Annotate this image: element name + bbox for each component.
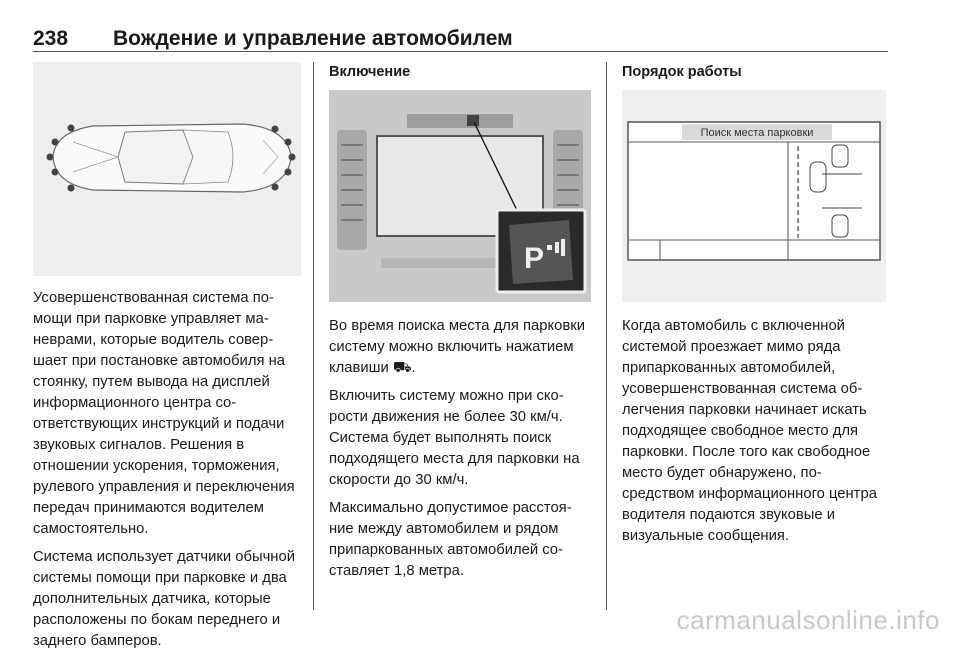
paragraph: Во время поиска места для парковки систему можно включить нажатием клавиши ⛟. — [329, 318, 585, 376]
paragraph: Включить систему можно при скорости движения не более 30 км/ч. Система будет выполнять поиск подходящего места для парковки на скорости до 30 км/ч. — [329, 388, 580, 488]
column-middle — [329, 62, 591, 589]
paragraph: Максимально допустимое расстояние между автомобилем и рядом припаркованных автомобилей составляет 1,8 метра. — [329, 500, 572, 579]
dashboard-button-figure — [329, 90, 591, 302]
car-sensors-figure — [33, 62, 301, 276]
paragraph: Усовершенствованная система помощи при парковке управляет маневрами, которые водитель совершает при постановке автомобиля на стоянку, путем вывода на дисплей информационного центра соответствующих инструкций и подачи звуковых сигналов. Решения в отношении ускорения, торможения, рулевого управления и переключения передач принимаются водителем самостоятельно. — [33, 290, 295, 537]
display-title: Поиск места парковки — [700, 127, 814, 139]
page-number: 238 — [33, 27, 69, 50]
parking-display-figure — [622, 90, 886, 302]
page-header — [33, 27, 888, 52]
column-divider — [313, 62, 314, 610]
section-heading: Порядок работы — [622, 64, 742, 80]
paragraph: Система использует датчики обычной системы помощи при парковке и два дополнительных датчика, которые расположены по бокам переднего и заднего бамперов. — [33, 549, 295, 649]
section-heading: Включение — [329, 64, 411, 80]
paragraph: Когда автомобиль с включенной системой проезжает мимо ряда припаркованных автомобилей, усовершенствованная система облегчения парковки начинает искать подходящее свободное место для парковки. После того как свободное место будет обнаружено, посредством информационного центра водителя подаются звуковые и визуальные сообщения. — [622, 318, 877, 544]
column-right — [622, 62, 886, 554]
watermark: carmanualsonline.info — [676, 605, 940, 635]
svg-text:P: P — [524, 242, 545, 275]
column-divider — [606, 62, 607, 610]
page-title: Вождение и управление автомобилем — [113, 27, 513, 50]
column-left — [33, 62, 301, 659]
